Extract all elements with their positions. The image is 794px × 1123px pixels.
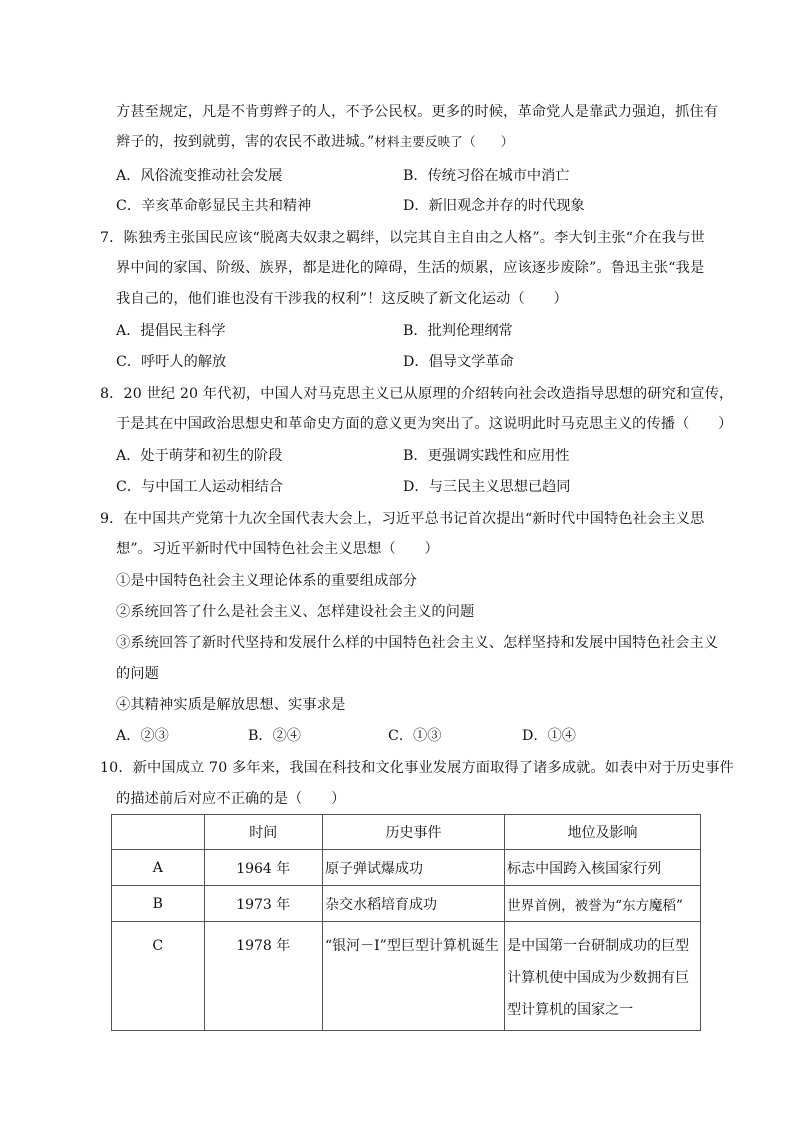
q8-option-a[interactable]: A．处于萌芽和初生的阶段 [116,448,283,464]
row-label-cell: A [112,850,205,886]
q9-option-a[interactable]: A．②③ [116,728,169,744]
q9-statement-1: ①是中国特色社会主义理论体系的重要组成部分 [116,573,418,589]
row-label-cell: C [112,922,205,1031]
q8-option-b[interactable]: B．更强调实践性和应用性 [403,448,570,464]
q7-stem-line: 7．陈独秀主张国民应该“脱离夫奴隶之羁绊，以完其自主自由之人格”。李大钊主张“介在我与世 [100,230,705,246]
q10-stem-line: 的描述前后对应不正确的是（ ） [116,791,346,807]
q7-option-d[interactable]: D．倡导文学革命 [403,354,514,370]
q6-option-d[interactable]: D．新旧观念并存的时代现象 [403,198,585,214]
q6-option-a[interactable]: A．风俗流变推动社会发展 [116,168,283,184]
q8-option-c[interactable]: C．与中国工人运动相结合 [116,479,283,495]
table-row [112,922,701,1031]
q9-statement-3: ③系统回答了新时代坚持和发展什么样的中国特色社会主义、怎样坚持和发展中国特色社会主义 [116,635,719,651]
table-row [112,850,701,886]
q6-option-b[interactable]: B．传统习俗在城市中消亡 [403,168,570,184]
table-header-cell: 历史事件 [322,815,504,850]
q9-option-b[interactable]: B．②④ [248,728,301,744]
q6-stem-line [116,131,514,151]
impact-cell: 是中国第一台研制成功的巨型计算机使中国成为少数拥有巨型计算机的国家之一 [505,922,701,1031]
table-row [112,886,701,922]
q6-option-c[interactable]: C．辛亥革命彰显民主共和精神 [116,198,312,214]
table-header-cell: 时间 [204,815,322,850]
row-label-cell: B [112,886,205,922]
q8-option-d[interactable]: D．与三民主义思想已趋同 [403,479,571,495]
event-cell: 杂交水稻培育成功 [322,886,504,922]
q8-stem-line: 于是其在中国政治思想史和革命史方面的意义更为突出了。这说明此时马克思主义的传播（ ） [116,416,733,432]
q7-stem-line: 我自己的，他们谁也没有干涉我的权利”！这反映了新文化运动（ ） [116,291,568,307]
time-cell: 1973 年 [204,886,322,922]
q9-stem-line: 9．在中国共产党第十九次全国代表大会上，习近平总书记首次提出“新时代中国特色社会主义思 [100,511,705,527]
table-header-cell: 地位及影响 [505,815,701,850]
q7-stem-line: 界中间的家国、阶级、族界，都是进化的障碍，生活的烦累，应该逐步废除”。鲁迅主张“我是 [116,260,705,276]
q6-question-text: 材料主要反映了（ ） [374,134,514,149]
q7-option-a[interactable]: A．提倡民主科学 [116,323,226,339]
q7-option-c[interactable]: C．呼吁人的解放 [116,354,227,370]
impact-cell: 标志中国跨入核国家行列 [505,850,701,886]
q9-stem-line: 想”。习近平新时代中国特色社会主义思想（ ） [116,541,439,557]
q9-option-d[interactable]: D．①④ [522,728,576,744]
q7-option-b[interactable]: B．批判伦理纲常 [403,323,513,339]
q6-stem-text: 辫子的，按到就剪，害的农民不敢进城。” [116,134,375,150]
table-header-row [112,815,701,850]
q9-statement-3-cont: 的问题 [116,666,160,682]
q9-statement-2: ②系统回答了什么是社会主义、怎样建设社会主义的问题 [116,604,475,620]
q6-stem-line: 方甚至规定，凡是不肯剪辫子的人，不予公民权。更多的时候，革命党人是靠武力强迫，抓住有 [116,104,719,120]
q9-statement-4: ④其精神实质是解放思想、实事求是 [116,697,346,713]
event-cell: “银河－I”型巨型计算机诞生 [322,922,504,1031]
q8-stem-line: 8．20 世纪 20 年代初，中国人对马克思主义已从原理的介绍转向社会改造指导思想的研究和宣传， [100,386,734,402]
q9-option-c[interactable]: C．①③ [388,728,442,744]
table-header-cell [112,815,205,850]
event-cell: 原子弹试爆成功 [322,850,504,886]
time-cell: 1964 年 [204,850,322,886]
q10-stem-line: 10．新中国成立 70 多年来，我国在科技和文化事业发展方面取得了诸多成就。如表中对于历史事件 [100,760,734,776]
impact-cell: 世界首例，被誉为“东方魔稻” [505,886,701,922]
time-cell: 1978 年 [204,922,322,1031]
history-events-table [111,814,701,1031]
